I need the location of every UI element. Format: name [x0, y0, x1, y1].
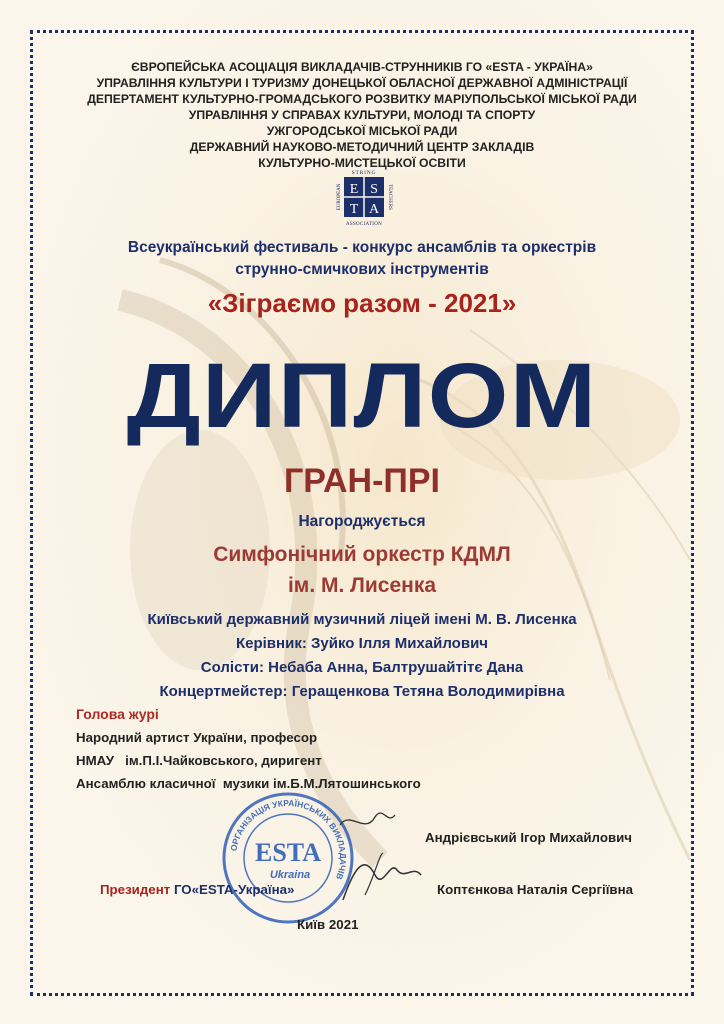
info-line: Київський державний музичний ліцей імені М. В. Лисенка [147, 611, 577, 628]
logo-letter: S [370, 182, 378, 197]
president-signatory: Коптєнкова Наталія Сергіївна [437, 882, 634, 897]
handwritten-signature [335, 805, 425, 910]
header-line: УПРАВЛІННЯ КУЛЬТУРИ І ТУРИЗМУ ДОНЕЦЬКОЇ ОБЛАСНОЇ ДЕРЖАВНОЇ АДМІНІСТРАЦІЇ [96, 76, 628, 90]
festival-line: Всеукраїнський фестиваль - конкурс ансамблів та оркестрів [127, 239, 597, 256]
info-line: Солісти: Небаба Анна, Балтрушайтітє Дана [200, 659, 524, 676]
logo-letter: T [349, 202, 359, 217]
esta-logo [331, 167, 397, 229]
recipient-name: ім. М. Лисенка [287, 574, 437, 597]
recipient-name: Симфонічний оркестр КДМЛ [213, 543, 511, 566]
president-org: ГО«ESTA-Україна» [173, 882, 295, 897]
info-line: Керівник: Зуйко Ілля Михайлович [235, 635, 488, 652]
logo-left-text: EUROPEAN [337, 183, 342, 211]
info-line: Концертмейстер: Геращенкова Тетяна Володимирівна [159, 683, 565, 700]
festival-line: струнно-смичкових інструментів [235, 261, 489, 278]
logo-right-text: TEACHERS [387, 184, 392, 210]
diploma-title: ДИПЛОМ [126, 345, 598, 447]
president-label: Президент [100, 882, 174, 897]
logo-top-text: STRING [351, 170, 377, 176]
stamp-sub-text: Ukraina [269, 869, 311, 881]
jury-line: НМАУ ім.П.І.Чайковського, диригент [76, 753, 322, 768]
header-line: УЖГОРОДСЬКОЇ МІСЬКОЇ РАДИ [266, 124, 458, 138]
awarded-label: Нагороджується [298, 513, 426, 530]
logo-letter: A [368, 202, 380, 217]
jury-heading: Голова журі [76, 706, 159, 722]
festival-name: «Зіграємо разом - 2021» [207, 288, 517, 318]
header-line: ДЕПЕРТАМЕНТ КУЛЬТУРНО-ГРОМАДСЬКОГО РОЗВИТКУ МАРІУПОЛЬСЬКОЇ МІСЬКОЇ РАДИ [87, 92, 637, 106]
jury-signatory: Андрієвський Ігор Михайлович [425, 830, 633, 845]
header-line: ЄВРОПЕЙСЬКА АСОЦІАЦІЯ ВИКЛАДАЧІВ-СТРУННИКІВ ГО «ESTA - УКРАЇНА» [131, 60, 593, 74]
header-line: ДЕРЖАВНИЙ НАУКОВО-МЕТОДИЧНИЙ ЦЕНТР ЗАКЛАДІВ [189, 140, 535, 154]
logo-letter: E [349, 182, 359, 197]
header-line: УПРАВЛІННЯ У СПРАВАХ КУЛЬТУРИ, МОЛОДІ ТА СПОРТУ [188, 108, 536, 122]
president-line [100, 882, 294, 897]
award-title: ГРАН-ПРІ [284, 462, 440, 500]
header-line: КУЛЬТУРНО-МИСТЕЦЬКОЇ ОСВІТИ [258, 156, 466, 170]
jury-line: Народний артист України, професор [76, 730, 318, 745]
city-year: Київ 2021 [297, 917, 359, 932]
jury-details [76, 726, 576, 795]
logo-bottom-text: ASSOCIATION [345, 222, 383, 227]
stamp-center-text: ESTA [255, 838, 321, 867]
stamp-ring-text: ОРГАНІЗАЦІЯ УКРАЇНСЬКИХ ВИКЛАДАЧІВ [228, 797, 349, 882]
jury-line: Ансамблю класичної музики ім.Б.М.Лятошинського [76, 776, 421, 791]
